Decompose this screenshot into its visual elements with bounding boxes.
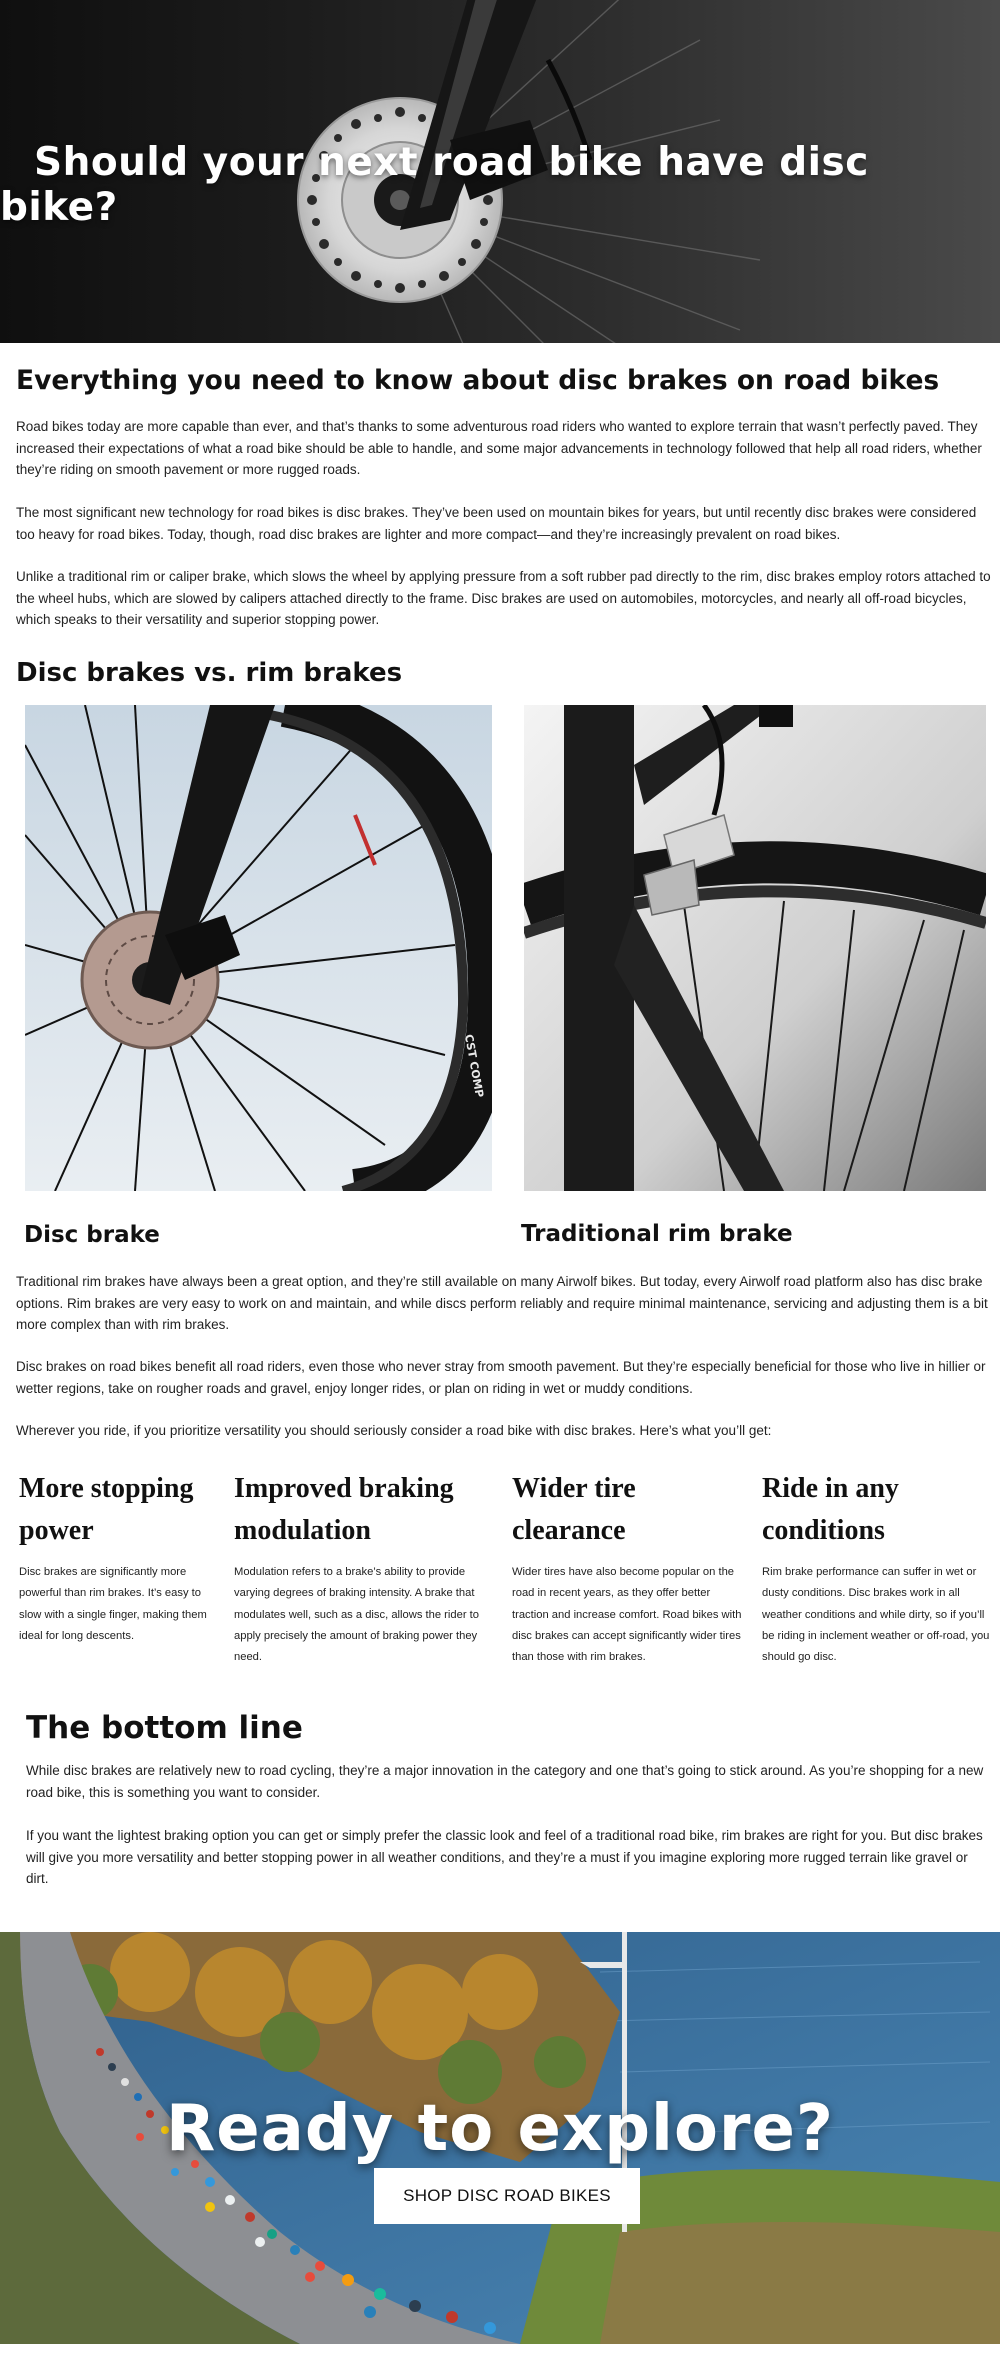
intro-paragraph: Unlike a traditional rim or caliper brake, which slows the wheel by applying pressure from a soft rubber pad directly to the rim, disc brakes employ rotors attached to the wheel hubs, which are slowed by calipers attached directly to the frame. Disc brakes are used on automobiles, motorcycles, and nearly all off-road bicycles, which speaks to their versatility and superior stopping power. [16,569,991,627]
hero-title: Should your next road bike have disc bike? [0,140,869,230]
shop-disc-road-bikes-button[interactable]: SHOP DISC ROAD BIKES [374,2168,640,2224]
bottom-line-paragraph: If you want the lightest braking option you can get or simply prefer the classic look and feel of a traditional road bike, rim brakes are right for you. But disc brakes will give you more versatility and better stopping power in all weather conditions, and they’re a must if you imagine exploring more rugged terrain like gravel or dirt. [26,1828,983,1886]
feature-text: Modulation refers to a brake’s ability to provide varying degrees of braking intensity. A brake that modulates well, such as a disc, allows the rider to apply precisely the amount of braking power they need. [234,1566,479,1664]
rim-brake-caption: Traditional rim brake [521,1221,793,1247]
disc-brake-photo [25,705,492,1191]
comparison-paragraph: Wherever you ride, if you prioritize versatility you should seriously consider a road bike with disc brakes. Here’s what you’ll get: [16,1423,772,1438]
comparison-paragraph: Traditional rim brakes have always been a great option, and they’re still available on many Airwolf bikes. But today, every Airwolf road platform also has disc brake options. Rim brakes are very easy to work on and maintain, and while discs perform reliably and require minimal maintenance, servicing and adjusting them is a bit more complex than with rim brakes. [16,1274,988,1332]
feature-title: Improved braking modulation [234,1473,454,1546]
tire-brand-text: CST COMP [462,1033,486,1099]
bottom-line-paragraph: While disc brakes are relatively new to road cycling, they’re a major innovation in the category and one that’s going to stick around. As you’re shopping for a new road bike, this is something you want to consider. [26,1763,984,1800]
intro-heading: Everything you need to know about disc brakes on road bikes [16,365,940,396]
feature-title: More stopping power [19,1473,194,1546]
feature-text: Disc brakes are significantly more powerful than rim brakes. It’s easy to slow with a single finger, making them ideal for long descents. [19,1566,207,1642]
feature-title: Wider tire clearance [512,1473,636,1546]
hero-banner [0,0,1000,343]
feature-text: Rim brake performance can suffer in wet or dusty conditions. Disc brakes work in all weather conditions and while dirty, so if you’ll be riding in inclement weather or off-road, you should go disc. [762,1566,990,1664]
comparison-heading: Disc brakes vs. rim brakes [16,658,403,688]
feature-title: Ride in any conditions [762,1473,899,1546]
cta-title: Ready to explore? [165,2092,835,2166]
feature-text: Wider tires have also become popular on the road in recent years, as they offer better traction and increase comfort. Road bikes with disc brakes can accept significantly wider tires than those with rim brakes. [512,1566,742,1664]
cta-banner [0,1932,1000,2344]
intro-paragraph: Road bikes today are more capable than ever, and that’s thanks to some adventurous road riders who wanted to explore terrain that wasn’t perfectly paved. They increased their expectations of what a road bike should be able to handle, and some major advancements in technology followed that help all road riders, whether they’re riding on smooth pavement or more rugged roads. [16,419,982,477]
rim-brake-photo [524,705,986,1191]
comparison-paragraph: Disc brakes on road bikes benefit all road riders, even those who never stray from smooth pavement. But they’re especially beneficial for those who live in hillier or wetter regions, take on rougher roads and gravel, enjoy longer rides, or plan on riding in wet or muddy conditions. [16,1359,986,1396]
bottom-line-heading: The bottom line [26,1710,303,1746]
disc-brake-caption: Disc brake [24,1222,160,1248]
intro-paragraph: The most significant new technology for road bikes is disc brakes. They’ve been used on mountain bikes for years, but until recently disc brakes were considered too heavy for road bikes. Today, though, road disc brakes are lighter and more compact—and they’re increasingly prevalent on road bikes. [16,505,977,542]
